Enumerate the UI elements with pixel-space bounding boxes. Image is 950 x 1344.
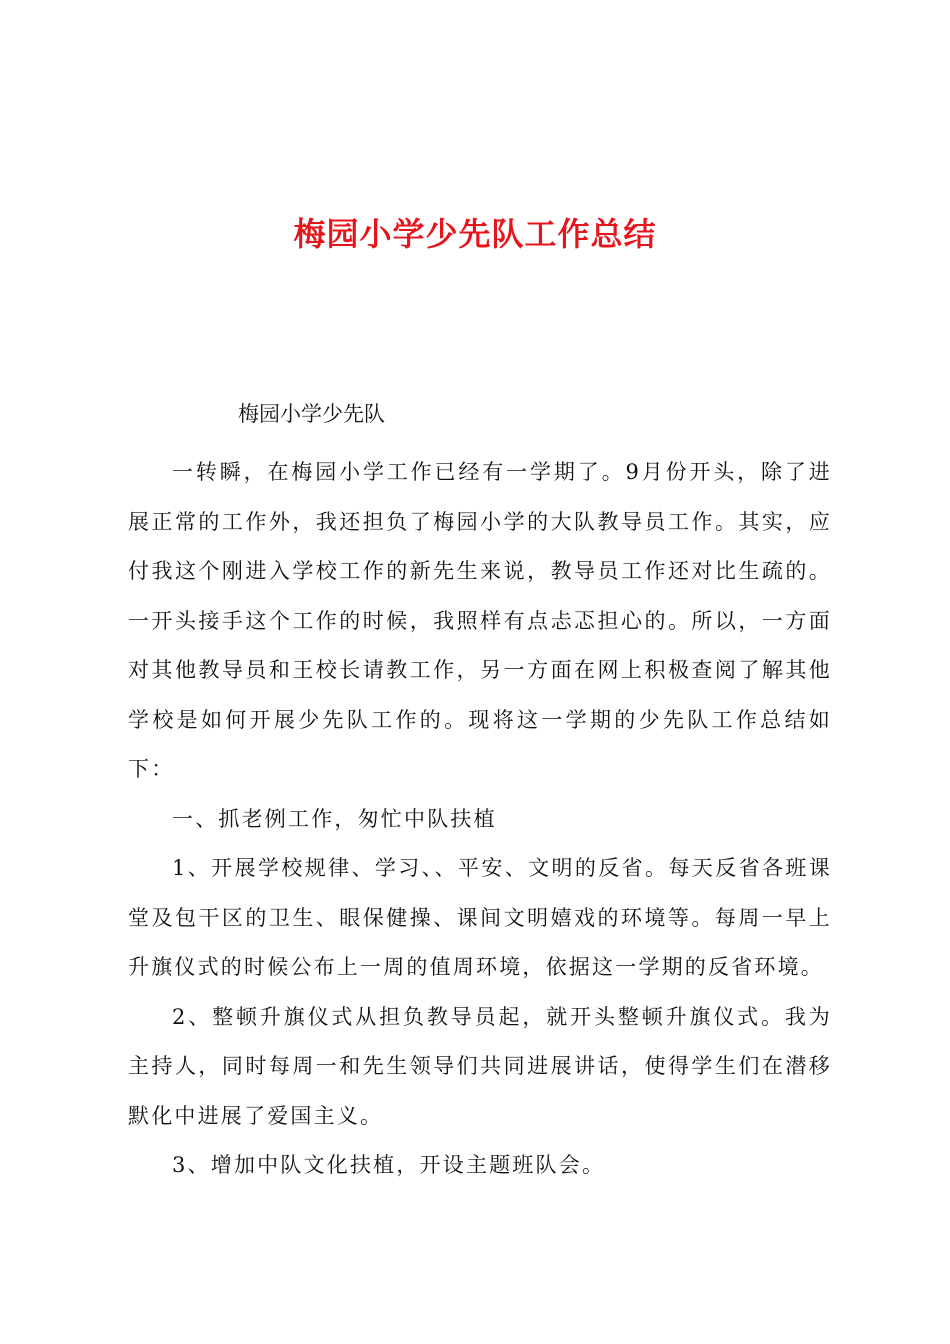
paragraph-intro: 一转瞬，在梅园小学工作已经有一学期了。9月份开头，除了进展正常的工作外，我还担负了梅园小学的大队教导员工作。其实，应付我这个刚进入学校工作的新先生来说，教导员工作还对比生疏的。一开头接手这个工作的时候，我照样有点忐忑担心的。所以，一方面对其他教导员和王校长请教工作，另一方面在网上积极查阅了解其他学校是如何开展少先队工作的。现将这一学期的少先队工作总结如下： <box>128 460 832 781</box>
paragraph-item-2: 2、整顿升旗仪式从担负教导员起，就开头整顿升旗仪式。我为主持人，同时每周一和先生领导们共同进展讲话，使得学生们在潜移默化中进展了爱国主义。 <box>128 1004 832 1128</box>
document-title: 梅园小学少先队工作总结 <box>293 215 657 253</box>
document-body <box>128 448 832 1191</box>
document-author: 梅园小学少先队 <box>238 402 385 426</box>
paragraph-section-heading: 一、抓老例工作，匆忙中队扶植 <box>172 806 497 831</box>
paragraph-item-3: 3、增加中队文化扶植，开设主题班队会。 <box>172 1153 606 1177</box>
paragraph-item-1: 1、开展学校规律、学习、、平安、文明的反省。每天反省各班课堂及包干区的卫生、眼保健操、课间文明嬉戏的环境等。每周一早上升旗仪式的时候公布上一周的值周环境，依据这一学期的反省环境。 <box>128 856 832 979</box>
